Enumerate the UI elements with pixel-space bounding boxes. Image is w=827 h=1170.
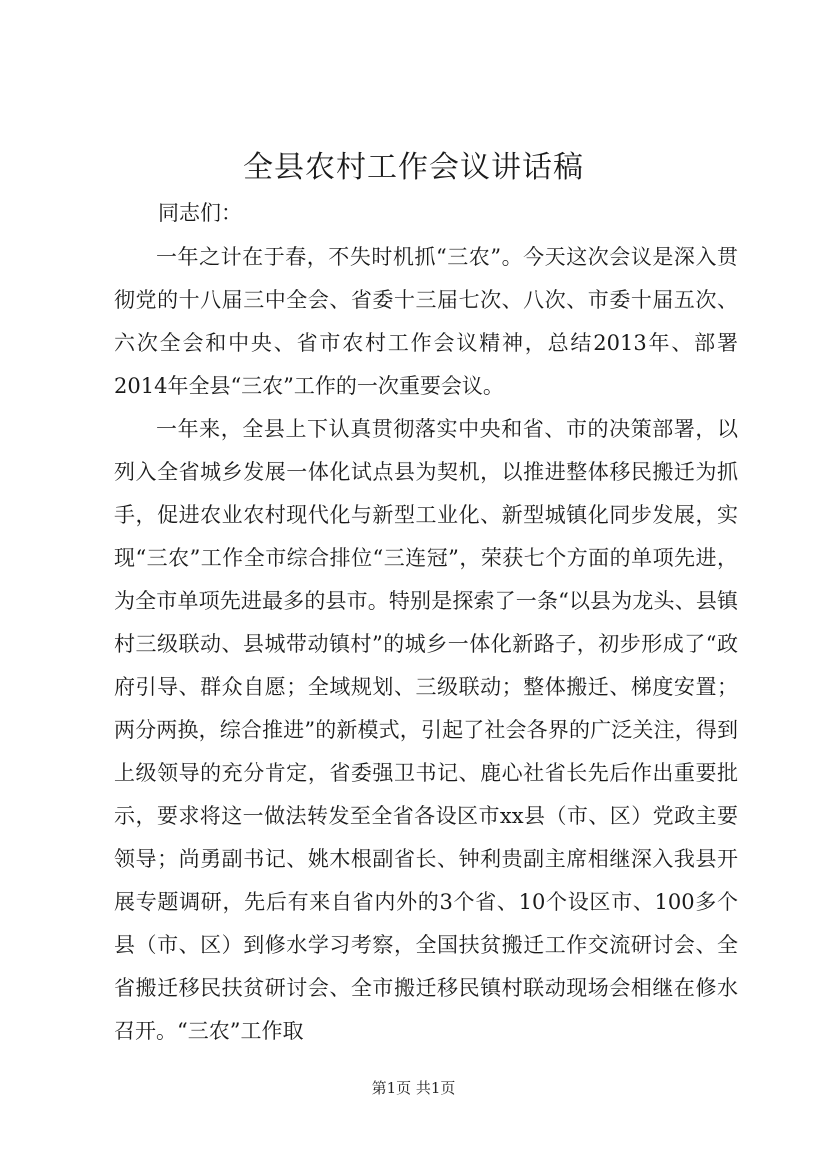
page-footer: 第1页 共1页 [371,1079,456,1097]
salutation: 同志们： [158,201,242,225]
paragraph: 一年来，全县上下认真贯彻落实中央和省、市的决策部署，以列入全省城乡发展一体化试点县为契机，以推进整体移民搬迁为抓手，促进农业农村现代化与新型工业化、新型城镇化同步发展，实现“三农”工作全市综合排位“三连冠”，荣获七个方面的单项先进，为全市单项先进最多的县市。特别是探索了一条“以县为龙头、县镇村三级联动、县城带动镇村”的城乡一体化新路子，初步形成了“政府引导、群众自愿；全域规划、三级联动；整体搬迁、梯度安置；两分两换，综合推进”的新模式，引起了社会各界的广泛关注，得到上级领导的充分肯定，省委强卫书记、鹿心社省长先后作出重要批示，要求将这一做法转发至全省各设区市xx县（市、区）党政主要领导；尚勇副书记、姚木根副省长、钟利贵副主席相继深入我县开展专题调研，先后有来自省内外的3个省、10个设区市、100多个县（市、区）到修水学习考察，全国扶贫搬迁工作交流研讨会、全省搬迁移民扶贫研讨会、全市搬迁移民镇村联动现场会相继在修水召开。“三农”工作取 [114,417,738,1043]
paragraph: 一年之计在于春，不失时机抓“三农”。今天这次会议是深入贯彻党的十八届三中全会、省委十三届七次、八次、市委十届五次、六次全会和中央、省市农村工作会议精神，总结2013年、部署2014年全县“三农”工作的一次重要会议。 [114,245,738,398]
document-title: 全县农村工作会议讲话稿 [243,150,584,185]
document-body [114,236,738,1053]
